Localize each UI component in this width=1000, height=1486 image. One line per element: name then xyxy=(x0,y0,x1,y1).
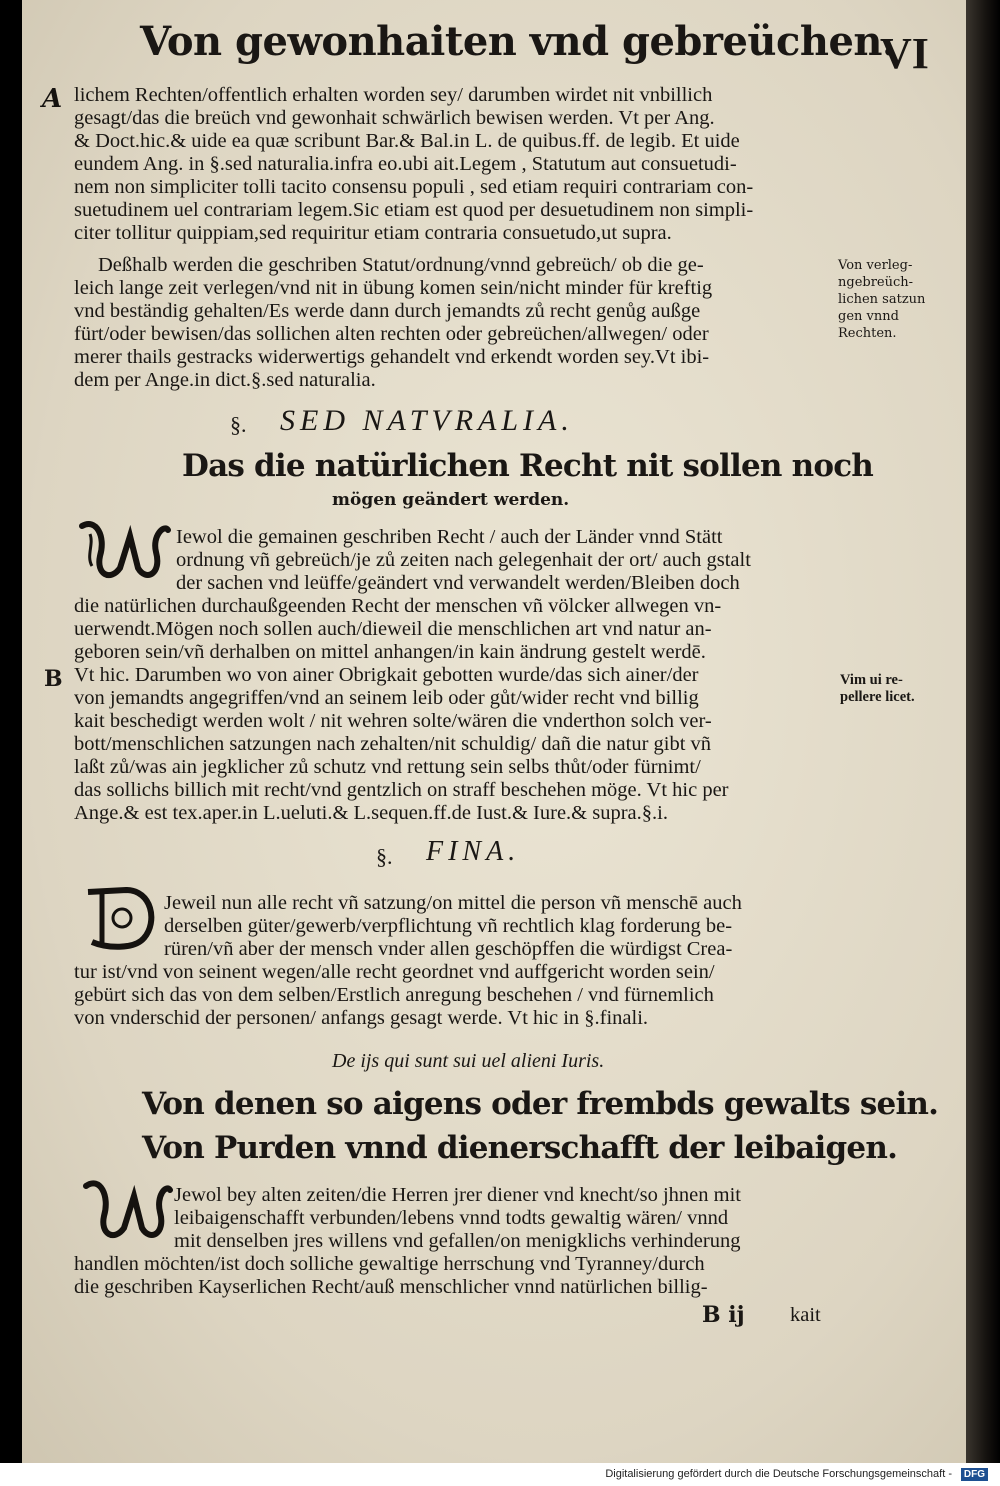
section-heading: Von Purden vnnd dienerschafft der leibaigen. xyxy=(142,1130,898,1166)
text-line: nem non simpliciter tolli tacito consensu populi , sed etiam requiri contrariam con- xyxy=(74,176,754,198)
section-heading: Das die natürlichen Recht nit sollen noch xyxy=(182,448,874,484)
section-heading: Von denen so aigens oder frembds gewalts sein. xyxy=(142,1086,939,1122)
margin-note-line: Rechten. xyxy=(838,326,897,341)
margin-note-line: Vim ui re- xyxy=(840,672,903,688)
text-line: Vt hic. Darumben wo von ainer Obrigkait gebotten wurde/das sich ainer/der xyxy=(74,664,699,686)
decorated-initial-w xyxy=(82,1174,174,1248)
text-line: von vnderschid der personen/ anfangs gesagt werde. Vt hic in §.finali. xyxy=(74,1007,649,1029)
text-line: Iewol die gemainen geschriben Recht / auch der Länder vnnd Stätt xyxy=(176,526,723,548)
text-line: gebürt sich das von dem selben/Erstlich anregung beschehen / vnd fürnemlich xyxy=(74,984,714,1006)
text-line: Jewol bey alten zeiten/die Herren jrer diener vnd knecht/so jhnen mit xyxy=(174,1184,741,1206)
text-line: die natürlichen durchaußgeenden Recht der menschen vñ völcker allwegen vn- xyxy=(74,595,722,617)
margin-note-line: Von verleg- xyxy=(838,258,913,273)
margin-note-line: ngebreüch- xyxy=(838,275,914,290)
initial-flourish-icon xyxy=(76,516,172,588)
catchword: kait xyxy=(790,1304,821,1326)
text-line: gesagt/das die breüch vnd gewonhait schwärlich bewisen werden. Vt per Ang. xyxy=(74,107,715,129)
text-line: Deßhalb werden die geschriben Statut/ordnung/vnnd gebreüch/ ob die ge- xyxy=(98,254,704,276)
book-page xyxy=(22,0,970,1463)
text-line: suetudinem uel contrariam legem.Sic etiam est quod per desuetudinem non simpli- xyxy=(74,199,754,221)
text-line: Jeweil nun alle recht vñ satzung/on mittel die person vñ menschē auch xyxy=(164,892,742,914)
page-edge-shadow xyxy=(966,0,1000,1463)
text-line: lichem Rechten/offentlich erhalten worden sey/ darumben wirdet nit vnbillich xyxy=(74,84,713,106)
decorated-initial-w xyxy=(76,516,172,588)
section-title: FINA. xyxy=(426,836,521,867)
section-title: SED NATVRALIA. xyxy=(280,404,574,437)
text-line: dem per Ange.in dict.§.sed naturalia. xyxy=(74,369,376,391)
text-line: leich lange zeit verlegen/vnd nit in übung komen sein/nicht minder für kreftig xyxy=(74,277,713,299)
running-title: Von gewonhaiten vnd gebreüchen. xyxy=(140,18,896,65)
section-subheading: mögen geändert werden. xyxy=(332,490,570,510)
text-line: mit denselben jres willens vnd gefallen/on menigklichs verhinderung xyxy=(174,1230,741,1252)
initial-flourish-icon xyxy=(82,884,162,952)
text-line: laßt zů/was ain jegklicher zů schutz vnd rettung sein selbs thůt/oder fürnimt/ xyxy=(74,756,701,778)
signature-mark: B ij xyxy=(702,1302,745,1328)
text-line: von jemandts angegriffen/vnd an seinem leib oder gůt/wider recht vnd billig xyxy=(74,687,699,709)
text-line: tur ist/vnd von seinent wegen/alle recht geordnet vnd auffgericht worden sein/ xyxy=(74,961,715,983)
text-line: handlen möchten/ist doch solliche gewaltige herrschung vnd Tyranney/durch xyxy=(74,1253,705,1275)
text-line: ordnung vñ gebreüch/je zů zeiten nach gelegenhait der ort/ auch gstalt xyxy=(176,549,751,571)
text-line: citer tollitur quippiam,sed requiritur etiam contraria consuetudo,ut supra. xyxy=(74,222,672,244)
text-line: bott/menschlichen satzungen nach zehalten/nit schuldig/ dañ die natur gibt vñ xyxy=(74,733,712,755)
initial-a-ornament: A xyxy=(42,84,63,114)
text-line: merer thails gestracks widerwertigs gehandelt vnd erkendt worden sey.Vt ibi- xyxy=(74,346,710,368)
footer-credit: Digitalisierung gefördert durch die Deutsche Forschungsgemeinschaft - xyxy=(605,1468,952,1480)
text-line: geboren sein/vñ derhalben on mittel anhangen/in kain ändrung gestelt werdē. xyxy=(74,641,706,663)
text-line: vnd beständig gehalten/Es werde dann durch jemandts zů recht genůg außge xyxy=(74,300,701,322)
margin-note-line: pellere licet. xyxy=(840,689,915,705)
dfg-logo: DFG xyxy=(961,1468,988,1481)
section-mark: §. xyxy=(230,412,247,437)
margin-note xyxy=(838,257,925,342)
folio-number: VI xyxy=(880,29,929,78)
margin-note-line: gen vnnd xyxy=(838,309,899,324)
text-line: Ange.& est tex.aper.in L.ueluti.& L.sequen.ff.de Iust.& Iure.& supra.§.i. xyxy=(74,802,668,824)
text-line: fürt/oder bewisen/das sollichen alten rechten oder gebreüchen/allwegen/ oder xyxy=(74,323,709,345)
text-line: die geschriben Kayserlichen Recht/auß menschlicher vnnd natürlichen billig- xyxy=(74,1276,708,1298)
text-line: das sollichs billich mit recht/vnd gentzlich on straff beschehen möge. Vt hic per xyxy=(74,779,729,801)
signature-mark: B xyxy=(44,666,63,692)
section-mark: §. xyxy=(376,844,393,869)
text-line: & Doct.hic.& uide ea quæ scribunt Bar.& Bal.in L. de quibus.ff. de legib. Et uide xyxy=(74,130,740,152)
initial-flourish-icon xyxy=(82,1174,174,1248)
decorated-initial-d xyxy=(82,884,162,952)
margin-note-line: lichen satzun xyxy=(838,292,926,307)
text-line: rüren/vñ aber der mensch vnder allen geschöpffen die würdigst Crea- xyxy=(164,938,733,960)
text-line: uerwendt.Mögen noch sollen auch/dieweil die menschlichen art vnd natur an- xyxy=(74,618,712,640)
margin-note xyxy=(840,672,915,706)
text-line: leibaigenschafft verbunden/lebens vnnd todts gewaltig wären/ vnnd xyxy=(174,1207,729,1229)
text-line: kait beschedigt werden wolt / nit wehren solte/wären die vnderthon solch ver- xyxy=(74,710,712,732)
text-line: derselben güter/gewerb/verpflichtung vñ rechtlich klag forderung be- xyxy=(164,915,733,937)
text-line: der sachen vnd leüffe/geändert vnd verwandelt werden/Bleiben doch xyxy=(176,572,740,594)
footer-bar xyxy=(0,1463,1000,1486)
text-line: eundem Ang. in §.sed naturalia.infra eo.ubi ait.Legem , Statutum aut consuetudi- xyxy=(74,153,737,175)
latin-heading: De ijs qui sunt sui uel alieni Iuris. xyxy=(332,1050,605,1072)
